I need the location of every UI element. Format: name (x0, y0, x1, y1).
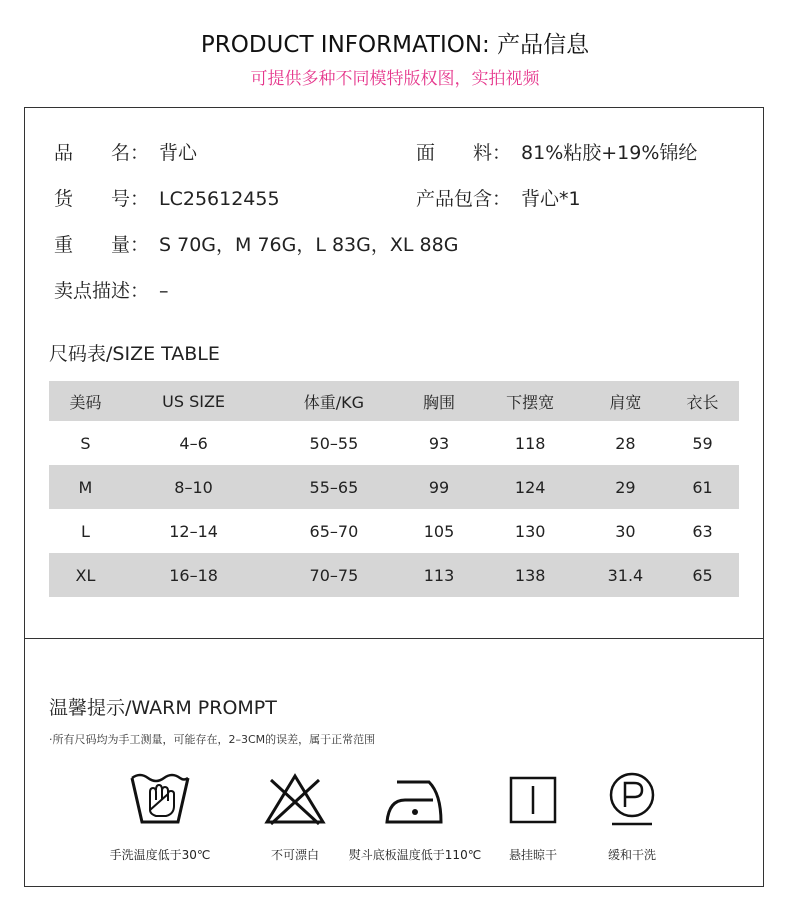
care-label: 熨斗底板温度低于110℃ (348, 848, 482, 862)
table-cell: 93 (428, 433, 450, 453)
table-cell: M (78, 477, 93, 497)
size-table (49, 381, 739, 597)
care-label: 缓和干洗 (607, 848, 656, 862)
care-label: 悬挂晾干 (508, 848, 557, 862)
table-cell: 65 (692, 565, 713, 585)
table-cell: 130 (514, 521, 546, 541)
product-weight-value: S 70G，M 76G，L 83G，XL 88G (159, 234, 459, 256)
hand-wash-icon (128, 770, 192, 828)
table-cell: 63 (692, 521, 713, 541)
table-cell: 16–18 (169, 565, 218, 585)
table-cell: XL (75, 565, 96, 585)
measurement-note: ·所有尺码均为手工测量，可能存在，2–3CM的误差，属于正常范围 (49, 733, 376, 746)
table-cell: 29 (615, 477, 636, 497)
care-item-hand-wash (90, 770, 230, 863)
table-cell: 118 (514, 433, 546, 453)
section-divider (24, 638, 764, 639)
table-row (49, 421, 739, 465)
fabric-value: 81%粘胶+19%锦纶 (521, 142, 698, 164)
selling-point-row (54, 276, 169, 303)
table-cell: 55–65 (309, 477, 359, 497)
care-item-no-bleach (225, 770, 365, 863)
table-cell: 8–10 (174, 477, 213, 497)
product-weight-row (54, 230, 458, 257)
table-row (49, 465, 739, 509)
care-label: 不可漂白 (270, 848, 319, 862)
table-cell: 50–55 (309, 433, 359, 453)
size-table-header: US SIZE (162, 391, 226, 411)
table-cell: 30 (615, 521, 636, 541)
fabric-label: 面 料： (416, 142, 512, 164)
size-table-header: 肩宽 (609, 392, 642, 412)
product-name-value: 背心 (159, 142, 198, 164)
table-cell: 124 (514, 477, 546, 497)
table-cell: 59 (692, 433, 713, 453)
product-code-value: LC25612455 (159, 188, 280, 210)
page-title: PRODUCT INFORMATION: 产品信息 (200, 32, 590, 58)
includes-row (416, 184, 581, 211)
size-table-title: 尺码表/SIZE TABLE (49, 343, 220, 365)
table-cell: 31.4 (607, 565, 644, 585)
includes-label: 产品包含： (416, 188, 512, 210)
size-table-header-row (49, 381, 739, 421)
product-name-row (54, 138, 197, 165)
product-code-label: 货 号： (54, 188, 150, 210)
size-table-header: 下摆宽 (506, 392, 555, 412)
size-table-header: 美码 (69, 392, 102, 412)
table-cell: 61 (692, 477, 713, 497)
product-weight-label: 重 量： (54, 234, 150, 256)
table-cell: 70–75 (309, 565, 359, 585)
warm-prompt-title: 温馨提示/WARM PROMPT (49, 697, 277, 719)
table-cell: 99 (428, 477, 450, 497)
product-name-label: 品 名： (54, 142, 150, 164)
includes-value: 背心*1 (521, 188, 581, 210)
care-label: 手洗温度低于30℃ (109, 848, 211, 862)
no-bleach-icon (263, 770, 327, 828)
table-cell: 65–70 (309, 521, 359, 541)
product-code-row (54, 184, 280, 211)
care-item-dry-clean (562, 770, 702, 863)
selling-point-label: 卖点描述： (54, 280, 150, 302)
table-cell: S (80, 433, 91, 453)
hang-dry-icon (501, 770, 565, 828)
table-cell: 28 (615, 433, 636, 453)
table-row (49, 553, 739, 597)
iron-icon (383, 770, 447, 828)
table-cell: 113 (423, 565, 455, 585)
dry-clean-p-icon (600, 770, 664, 828)
selling-point-value: – (159, 280, 169, 302)
fabric-row (416, 138, 697, 165)
size-table-header: 体重/KG (303, 392, 365, 412)
page-subtitle: 可提供多种不同模特版权图，实拍视频 (250, 69, 540, 89)
table-cell: 4–6 (179, 433, 208, 453)
size-table-header: 衣长 (686, 392, 719, 412)
table-row (49, 509, 739, 553)
size-table-header: 胸围 (423, 392, 456, 412)
table-cell: L (81, 521, 90, 541)
table-cell: 105 (423, 521, 455, 541)
table-cell: 138 (514, 565, 546, 585)
table-cell: 12–14 (169, 521, 218, 541)
